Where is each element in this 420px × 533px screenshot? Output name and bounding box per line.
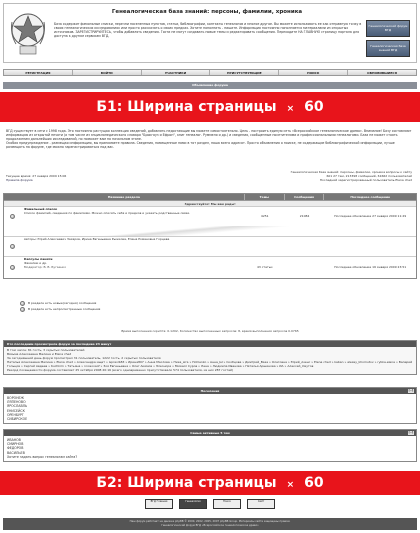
site-description: База содержит фамильные списки, перечни населенных пунктов, статьи, библиографии, контакты генеалогов и многое другое. Вы можете использовать ее как отправную точку в своих генеалогических исследованиях или просто рассказать о своих предках. Хотите пополнить - пишите. Информация постоянно пополняется материалами из открытых источников. ЗАРЕГИСТРИРУЙТЕСЬ, чтобы добавлять сведения. Гости не могут создавать новые темы и редактировать сообщения. Переходите НА ГЛАВНУЮ страницу портала для доступа к другим сервисам ВГД. [54,22,362,39]
top-topics-box [3,429,417,462]
banner-top-value: 60 [304,99,324,115]
badge-site[interactable]: Сайт [247,499,275,509]
footer-line-1: Наш форум работает на движке phpBB © 2000, 2002, 2005, 2007 phpBB Group. Материалы сайта защищены правом. [129,519,291,523]
forum-rules-link[interactable]: Правила форума [6,178,33,182]
ad-banner-top[interactable] [0,92,420,122]
stats-line-3[interactable]: Последний зарегистрированный пользователь Elena ched [319,178,412,182]
forum-posts: 21084 [299,213,310,218]
no-new-posts-icon [20,307,25,312]
page-tear [4,226,416,236]
badge-row [0,499,420,509]
table-header [4,194,416,200]
table-row[interactable] [4,206,416,226]
top-topics-title: Самые активные 5 тем [190,431,230,435]
online-users[interactable]: Вязьма Алексеевна Мелина и Elena ched [7,351,72,356]
badge-genealogy[interactable]: Генеалогия [179,499,207,509]
nav-login[interactable]: ВОЙТИ [73,70,142,75]
forum-title[interactable]: Капсулы памяти [23,257,53,261]
forum-title[interactable]: Фамильный список [23,207,58,211]
site-title: Генеалогическая база знаний: персоны, фамилии, хроника [111,9,303,15]
knowledge-base-button[interactable]: Генеалогическая база знаний ВГД [366,40,410,57]
online-guests: В том числе: 81 гость, 3 скрытых пользователей [7,348,85,352]
nav-online[interactable]: ПРИСУТСТВУЮЩИЕ [210,70,279,75]
forum-status-icon [10,214,15,219]
current-time: Текущее время: 27 января 2009 15:06 [6,174,67,178]
forum-last [324,237,416,256]
online-today: За сегодняшний день форум просмотрел 31 пользователь, 1222 гость, 2 скрытых пользователя [7,355,161,360]
forum-status-icon [10,244,15,249]
stats-line-1: Генеалогическая база знаний: персоны, фамилии, хроника вопросы к сайту [290,170,412,174]
topic-item[interactable]: СМИРНОВ [7,442,24,447]
banner-bottom-value: 60 [304,475,324,491]
nav-search[interactable]: ПОИСК [279,70,348,75]
forum-home-button[interactable]: Генеалогический форум ВГД [366,20,410,37]
forum-posts [285,257,325,278]
topic-item[interactable]: ИВАНОВ [7,438,21,442]
forum-topics [245,237,285,256]
settlements-box [3,387,417,424]
collapse-icon[interactable]: [−] [408,431,413,434]
footer-line-2: Генеалогический форум ВГД «Всероссийское генеалогическое древо» [161,523,259,527]
legend-new: В разделе есть новые(сегодня) сообщения [28,301,97,305]
category-row[interactable]: Здравствуйте! Мы вам рады! [4,200,416,206]
topic-item[interactable]: Хотите задать вопрос генеалогам сайта? [7,454,78,459]
col-topics: Темы [245,194,285,200]
topic-item[interactable]: ВАСИЛЬЕВ [7,450,25,455]
ad-banner-bottom[interactable] [0,471,420,495]
settlement-item[interactable]: ОРЕНБУРГ [7,412,24,417]
forum-last[interactable]: Последнее обновление 16 января 2009 23:51 [334,264,407,269]
forum-last[interactable]: Последнее обновление 27 января 2009 11:29 [334,213,407,218]
site-footer [3,518,417,530]
new-posts-icon [20,301,25,306]
announcement-bar: Объявление форума [3,82,417,89]
banner-bottom-x: × [286,480,295,490]
online-bar: Кто последним просмотрели форум за последние 24 минут [4,341,416,347]
badge-search[interactable]: Поиск [213,499,241,509]
settlements-title: Поселения [200,389,220,393]
forum-stats [262,170,412,182]
online-record: Рекорд посещаемости форума составляет 25 октября 2008 20:16 (всего одновременно присутствовало 574 пользователя, из них 287 гостей) [7,367,234,372]
forum-table [3,193,417,279]
badge-home[interactable]: ВГД Главная [145,499,173,509]
settlement-item[interactable]: ЛЯПЕНОВО [7,400,26,405]
settlement-item[interactable]: ВОРОНЕЖ [7,396,24,400]
generation-time: Время выполнения скрипта: 0.1202, Количество выполненных запросов: 8, время выполнения запросов 0.0765 [121,329,299,333]
forum-posts [285,237,325,256]
topic-item[interactable]: ФЕДОРОВ [7,446,24,451]
forum-topics: 43 статьи [256,264,273,269]
settlement-item[interactable]: СИБИРСКОЕ [7,417,28,422]
forum-topics: 4251 [260,213,269,218]
forum-desc: Список фамилий, сведения по фамилиям. Можно описать себя и предков и указать родственные связи. [23,210,191,215]
forum-status-icon [10,265,15,270]
nav-members[interactable]: УЧАСТНИКИ [142,70,211,75]
main-nav [3,69,417,76]
banner-top-x: × [286,104,295,114]
col-title: Название раздела [4,194,245,200]
nav-register[interactable]: РЕГИСТРАЦИЯ [4,70,73,75]
forum-desc: Фамилии и др. [23,260,48,265]
nav-updated[interactable]: ОБНОВИВШИЕСЯ [367,71,397,75]
stats-line-2: 601 27 тем, 213398 сообщений, 61662 пользователей [326,174,412,178]
forum-authors: Авторы: Юрий Алексеевич Захаров, Ирина Евгеньевна Рыжкова, Елена Романовна Горцева [23,237,170,241]
col-last: Последнее сообщение [350,195,391,199]
legend [20,300,100,312]
site-logo-icon[interactable] [8,8,48,60]
online-today-list[interactable]: Наталья Алексеевна Мелина » Elena ched » Александра ищет » ispravlb83 » Ирина807 » Анна Маслова » Ника_мга » Hohlenko » Анна_Ш » Скобцова » Дмитрий_Ваза » Олеговна » Юрий_Азенс » Elena ched » kaban » alexey_khomutov » rybka.elena » Валерий Гольцов » Сергей Авдеев » Kuchkim » Татьяна » nnosovaof » Зоя Евгеньевна » Олег Акимов » Элеонора » Михаил Суров » Лена » Людмила Иванова » Наталья Аршинова » ИА » Алексей_Хмутов [7,359,413,368]
collapse-icon[interactable]: [−] [408,389,413,392]
table-row[interactable] [4,256,416,278]
banner-bottom-label: Б2: Ширина страницы [96,475,277,491]
banner-top-label: Б1: Ширина страницы [96,99,277,115]
settlement-item[interactable]: ЕНИСЕЙСК [7,408,25,413]
col-posts: Сообщения [285,194,325,200]
left-meta [6,174,66,182]
table-row[interactable] [4,236,416,256]
forum-moderator[interactable]: Модератор: В. В. Бугаенко [23,264,67,269]
settlement-item[interactable]: ЯРОСЛАВЛЬ [7,404,28,409]
site-header [3,3,417,63]
intro-text: ВГД существует в сети с 1998 года. Это постоянно растущая коллекция сведений, добавлять недостающие вы можете самостоятельно. Цель - построить единую сеть «Всероссийское генеалогическое древо». Внимание! Базу составляют информацию из открытой печати (а том числе из энциклопедического словаря "Брокгауз и Ефрон", книг генеалог. Руммеля и др.) и сведения, сообщенные посетителями и профессиональными генеалогами. База не может стоять продолженим дальнейших исследований, но поможет вам на начальном этапе. Особая предупреждение - размещая информацию, вы принимаете правила. Сведения, помещенные нами в тот раздел, наша всего адресат. Просто объявления о поиске, не содержащие библиографической информации, лучше размещать на форуме, где можно зарегистрироваться под вас. [6,129,412,149]
legend-none: В разделе есть непросмотренные сообщения [28,307,101,311]
online-users-box [3,340,417,375]
